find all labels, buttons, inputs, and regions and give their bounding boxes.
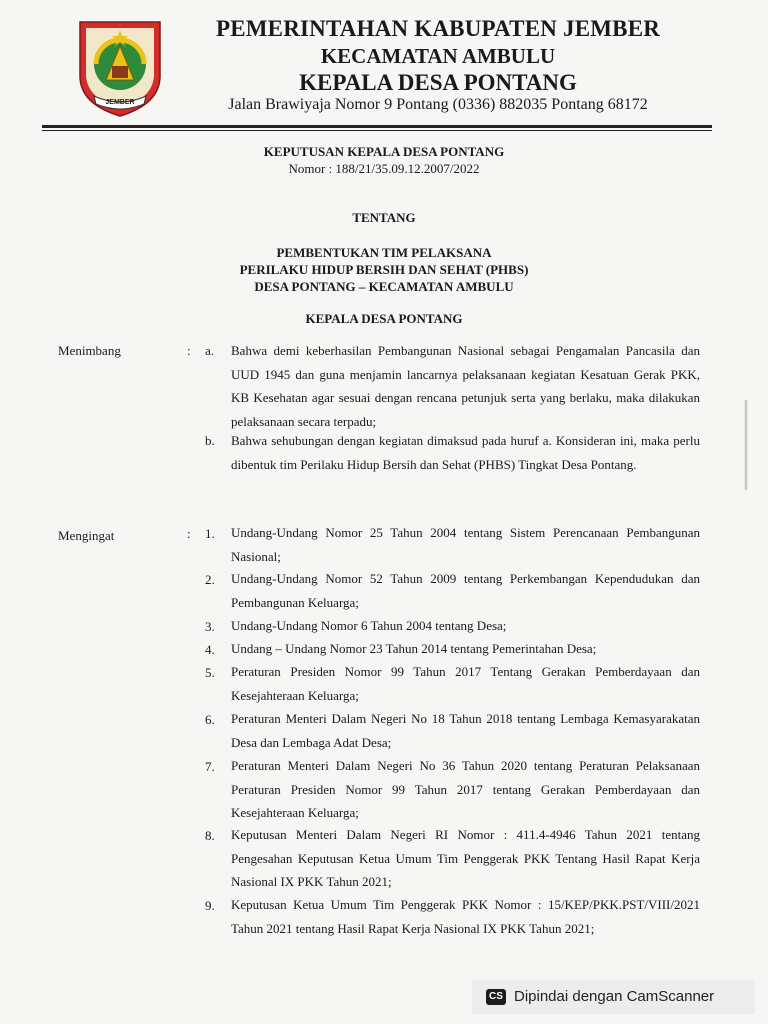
menimbang-item-text: Bahwa demi keberhasilan Pembangunan Nasional sebagai Pengamalan Pancasila dan UUD 1945 dan guna menjamin lancarnya pelaksanaan kegiatan Kesatuan Gerak PKK, KB Kesehatan agar sesuai dengan rencana petunjuk serta yang berlaku, maka dilakukan pelaksanaan secara terpadu; xyxy=(231,343,700,429)
mengingat-item-marker: 2. xyxy=(205,572,215,587)
decree-number: Nomor : 188/21/35.09.12.2007/2022 xyxy=(288,161,480,176)
mengingat-item-text: Keputusan Ketua Umum Tim Penggerak PKK Nomor : 15/KEP/PKK.PST/VIII/2021 Tahun 2021 tentang Hasil Rapat Kerja Nasional IX PKK Tahun 2021; xyxy=(231,897,700,936)
decree-issuer: KEPALA DESA PONTANG xyxy=(305,311,463,326)
mengingat-item-marker: 8. xyxy=(205,828,215,843)
decree-subject-line: PEMBENTUKAN TIM PELAKSANA xyxy=(276,245,492,260)
mengingat-item-marker: 7. xyxy=(205,759,215,774)
mengingat-item-marker: 4. xyxy=(205,642,215,657)
camscanner-watermark-text: Dipindai dengan CamScanner xyxy=(514,988,715,1005)
letterhead-district: KECAMATAN AMBULU xyxy=(320,44,556,68)
camscanner-logo-icon: CS xyxy=(486,989,506,1005)
mengingat-item-text: Keputusan Menteri Dalam Negeri RI Nomor : 411.4-4946 Tahun 2021 tentang Pengesahan Keputusan Ketua Umum Tim Penggerak PKK Tentang Hasil Rapat Kerja Nasional IX PKK Tahun 2021; xyxy=(231,827,700,889)
letterhead-government: PEMERINTAHAN KABUPATEN JEMBER xyxy=(215,16,661,41)
menimbang-item-text: Bahwa sehubungan dengan kegiatan dimaksud pada huruf a. Konsideran ini, maka perlu dibentuk tim Perilaku Hidup Bersih dan Sehat (PHBS) Tingkat Desa Pontang. xyxy=(231,433,700,472)
menimbang-colon: : xyxy=(187,343,191,358)
menimbang-item-marker: a. xyxy=(205,343,215,358)
decree-subject-line: DESA PONTANG – KECAMATAN AMBULU xyxy=(254,279,514,294)
scan-edge-shadow xyxy=(744,400,748,490)
mengingat-item-text: Undang – Undang Nomor 23 Tahun 2014 tentang Pemerintahan Desa; xyxy=(231,641,597,656)
mengingat-item-text: Peraturan Menteri Dalam Negeri No 36 Tahun 2020 tentang Peraturan Pelaksanaan Peraturan Presiden Nomor 99 Tahun 2017 tentang Gerakan Pemberdayaan dan Kesejahteraan Keluarga; xyxy=(231,758,700,820)
letterhead-divider-thin xyxy=(42,130,712,131)
mengingat-label: Mengingat xyxy=(58,528,115,543)
mengingat-item-text: Peraturan Menteri Dalam Negeri No 18 Tahun 2018 tentang Lembaga Kemasyarakatan Desa dan Lembaga Adat Desa; xyxy=(231,711,700,750)
mengingat-item-text: Undang-Undang Nomor 25 Tahun 2004 tentang Sistem Perencanaan Pembangunan Nasional; xyxy=(231,525,700,564)
decree-subject-line: PERILAKU HIDUP BERSIH DAN SEHAT (PHBS) xyxy=(239,262,529,277)
decree-tentang: TENTANG xyxy=(352,210,416,225)
mengingat-item-text: Undang-Undang Nomor 52 Tahun 2009 tentang Perkembangan Kependudukan dan Pembangunan Keluarga; xyxy=(231,571,700,610)
letterhead-address: Jalan Brawiyaja Nomor 9 Pontang (0336) 882035 Pontang 68172 xyxy=(228,96,648,113)
letterhead-divider-thick xyxy=(42,125,712,128)
mengingat-item-text: Peraturan Presiden Nomor 99 Tahun 2017 Tentang Gerakan Pemberdayaan dan Kesejahteraan Keluarga; xyxy=(231,664,700,703)
mengingat-item-text: Undang-Undang Nomor 6 Tahun 2004 tentang Desa; xyxy=(231,618,507,633)
jember-regency-emblem-icon xyxy=(76,16,164,118)
mengingat-item-marker: 3. xyxy=(205,619,215,634)
mengingat-item-marker: 6. xyxy=(205,712,215,727)
mengingat-item-marker: 5. xyxy=(205,665,215,680)
decree-title: KEPUTUSAN KEPALA DESA PONTANG xyxy=(263,144,505,159)
camscanner-watermark xyxy=(472,980,755,1014)
mengingat-item-marker: 1. xyxy=(205,526,215,541)
mengingat-colon: : xyxy=(187,526,191,541)
letterhead-village-head: KEPALA DESA PONTANG xyxy=(299,70,577,95)
svg-text:JEMBER: JEMBER xyxy=(105,99,135,106)
mengingat-item-marker: 9. xyxy=(205,898,215,913)
menimbang-item-marker: b. xyxy=(205,433,215,448)
menimbang-label: Menimbang xyxy=(58,343,121,358)
